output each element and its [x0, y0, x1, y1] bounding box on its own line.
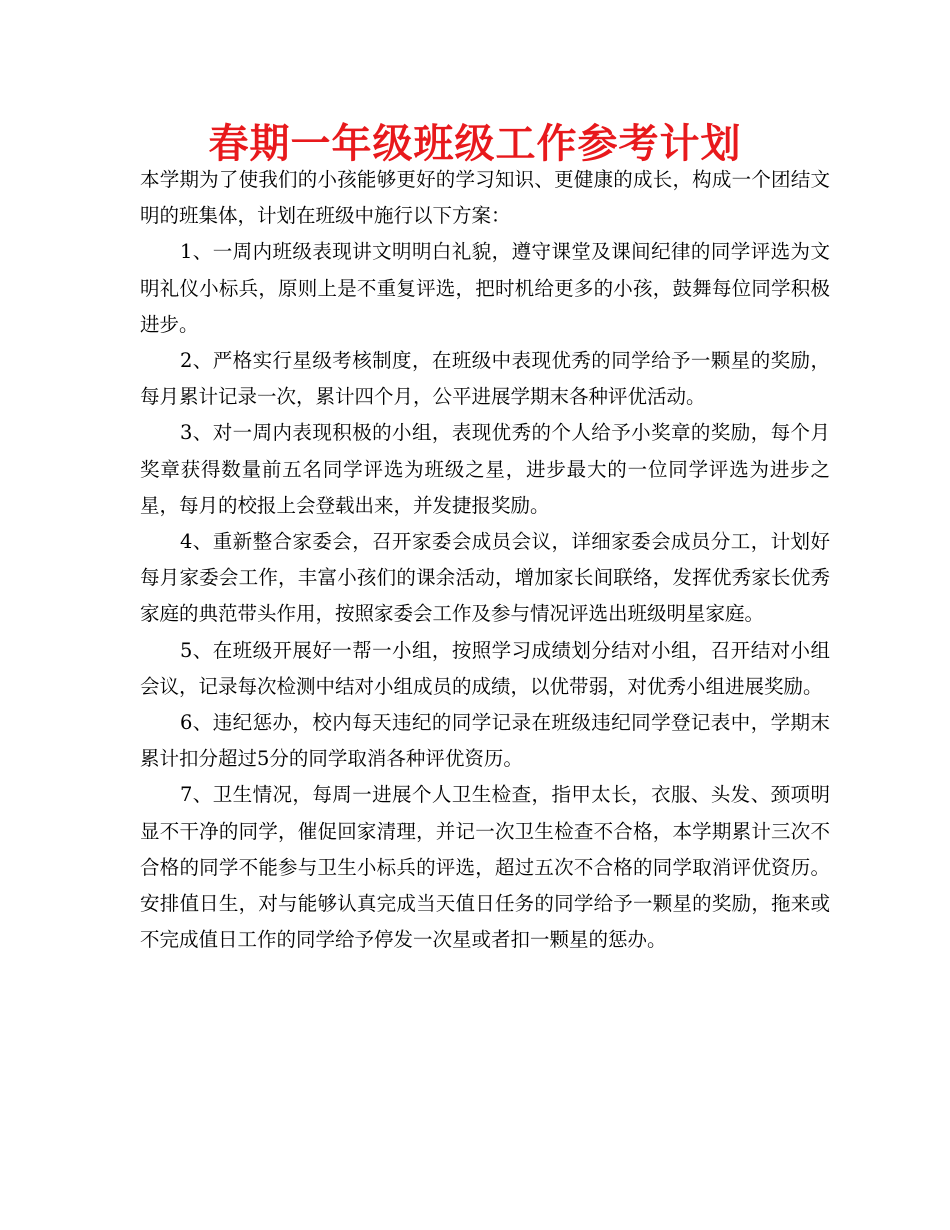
plan-item-7: 7、卫生情况，每周一进展个人卫生检查，指甲太长，衣服、头发、颈项明显不干净的同学，催促回家清理，并记一次卫生检查不合格，本学期累计三次不合格的同学不能参与卫生小标兵的评选，超过五次不合格的同学取消评优资历。安排值日生，对与能够认真完成当天值日任务的同学给予一颗星的奖励，拖来或不完成值日工作的同学给予停发一次星或者扣一颗星的惩办。: [140, 783, 830, 952]
plan-item-1: 1、一周内班级表现讲文明明白礼貌，遵守课堂及课间纪律的同学评选为文明礼仪小标兵，原则上是不重复评选，把时机给更多的小孩，鼓舞每位同学积极进步。: [140, 240, 830, 336]
plan-item-3: 3、对一周内表现积极的小组，表现优秀的个人给予小奖章的奖励，每个月奖章获得数量前五名同学评选为班级之星，进步最大的一位同学评选为进步之星，每月的校报上会登载出来，并发捷报奖励。: [140, 421, 830, 517]
plan-item-2: 2、严格实行星级考核制度，在班级中表现优秀的同学给予一颗星的奖励，每月累计记录一次，累计四个月，公平进展学期末各种评优活动。: [140, 349, 830, 409]
plan-item-6: 6、违纪惩办，校内每天违纪的同学记录在班级违纪同学登记表中，学期末累计扣分超过5分的同学取消各种评优资历。: [140, 711, 830, 771]
document-title: 春期一年级班级工作参考计划: [208, 121, 742, 167]
plan-item-5: 5、在班级开展好一帮一小组，按照学习成绩划分结对小组，召开结对小组会议，记录每次检测中结对小组成员的成绩，以优带弱，对优秀小组进展奖励。: [140, 638, 830, 698]
plan-item-4: 4、重新整合家委会，召开家委会成员会议，详细家委会成员分工，计划好每月家委会工作，丰富小孩们的课余活动，增加家长间联络，发挥优秀家长优秀家庭的典范带头作用，按照家委会工作及参与情况评选出班级明星家庭。: [140, 530, 830, 626]
intro-paragraph: 本学期为了使我们的小孩能够更好的学习知识、更健康的成长，构成一个团结文明的班集体，计划在班级中施行以下方案：: [140, 168, 830, 228]
document-body: [140, 162, 830, 958]
